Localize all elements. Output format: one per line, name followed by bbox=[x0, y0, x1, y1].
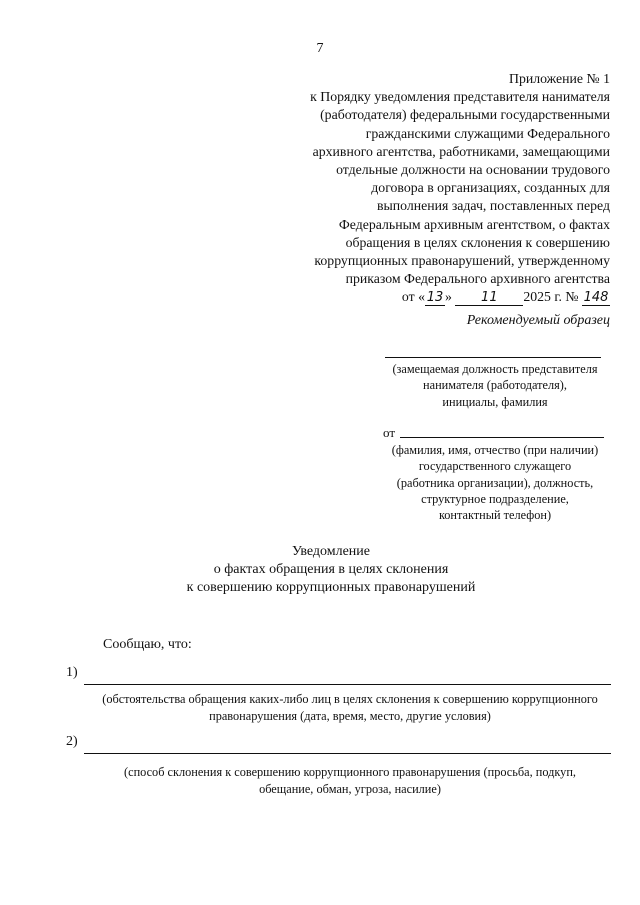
item-number: 1) bbox=[66, 665, 78, 680]
appendix-line: коррупционных правонарушений, утвержденному bbox=[314, 253, 610, 269]
hint-line: правонарушения (дата, время, место, другие условия) bbox=[209, 708, 491, 723]
appendix-line: (работодателя) федеральными государственными bbox=[320, 107, 610, 123]
hint-line: (работника организации), должность, bbox=[396, 475, 594, 490]
appendix-line: приказом Федерального архивного агентства bbox=[345, 271, 610, 287]
hint-line: (обстоятельства обращения каких-либо лиц в целях склонения к совершению коррупционного bbox=[102, 692, 598, 706]
appendix-line: обращения в целях склонения к совершению bbox=[345, 234, 610, 250]
handwritten-order-number: 148 bbox=[583, 290, 609, 306]
hint-line: нанимателя (работодателя), bbox=[423, 378, 567, 393]
hint-line: государственного служащего bbox=[418, 459, 572, 474]
item-fill-line bbox=[84, 753, 611, 754]
appendix-line: архивного агентства, работниками, замещающими bbox=[312, 143, 610, 159]
page-number: 7 bbox=[316, 41, 324, 56]
hint-line: (способ склонения к совершению коррупционного правонарушения (просьба, подкуп, bbox=[124, 765, 576, 779]
appendix-header bbox=[250, 70, 610, 307]
appendix-line: отдельные должности на основании трудового bbox=[336, 162, 610, 178]
sender-hint bbox=[365, 442, 625, 523]
appendix-line: выполнения задач, поставленных перед bbox=[376, 198, 610, 214]
hint-line: структурное подразделение, bbox=[421, 491, 569, 506]
order-date-line bbox=[250, 288, 610, 306]
appendix-line: договора в организациях, созданных для bbox=[371, 180, 610, 196]
recommended-sample-label: Рекомендуемый образец bbox=[466, 313, 610, 328]
item-hint bbox=[60, 764, 640, 797]
hint-line: инициалы, фамилия bbox=[442, 394, 548, 409]
notice-title-line: к совершению коррупционных правонарушений bbox=[186, 580, 476, 595]
appendix-line: Федеральным архивным агентством, о фактах bbox=[338, 216, 610, 232]
item-hint bbox=[60, 691, 640, 724]
hint-line: контактный телефон) bbox=[438, 508, 552, 523]
hint-line: обещание, обман, угроза, насилие) bbox=[259, 781, 441, 796]
notice-title-line: Уведомление bbox=[291, 544, 370, 559]
year-text: 2025 г. № bbox=[523, 289, 579, 305]
date-prefix: от « bbox=[401, 289, 425, 305]
item-number: 2) bbox=[66, 734, 78, 749]
handwritten-day: 13 bbox=[426, 290, 444, 306]
notice-title bbox=[0, 543, 640, 597]
sender-fill-line bbox=[400, 437, 604, 438]
appendix-line: гражданскими служащими Федерального bbox=[365, 125, 610, 141]
appendix-line: к Порядку уведомления представителя нанимателя bbox=[310, 89, 610, 105]
addressee-fill-line bbox=[385, 357, 601, 358]
date-mid: » bbox=[444, 289, 452, 305]
hint-line: (замещаемая должность представителя bbox=[392, 362, 598, 376]
from-label: от bbox=[383, 425, 396, 440]
item-fill-line bbox=[84, 684, 611, 685]
report-intro: Сообщаю, что: bbox=[103, 637, 192, 652]
appendix-line: Приложение № 1 bbox=[508, 71, 610, 86]
addressee-hint bbox=[365, 361, 625, 410]
notice-title-line: о фактах обращения в целях склонения bbox=[213, 562, 449, 577]
hint-line: (фамилия, имя, отчество (при наличии) bbox=[391, 443, 599, 457]
handwritten-month: 11 bbox=[455, 290, 523, 306]
